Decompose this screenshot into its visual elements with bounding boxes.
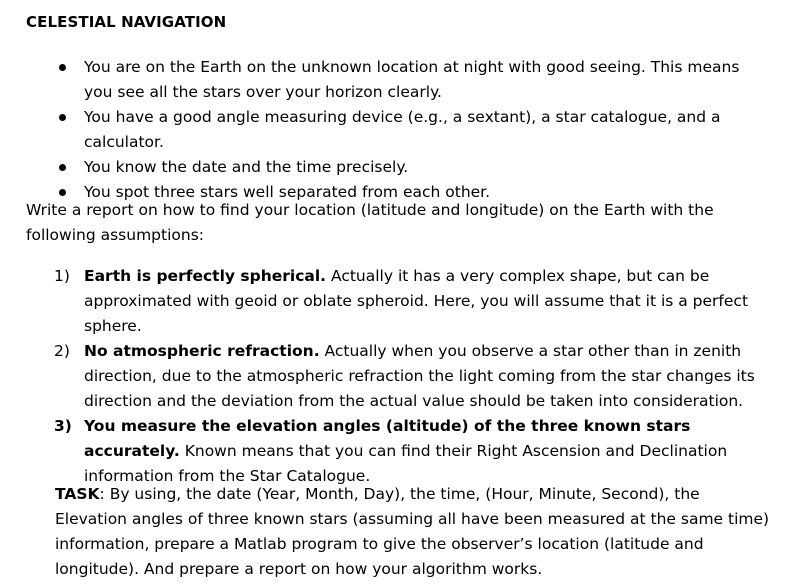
task-paragraph (55, 482, 775, 582)
assumption-number: 1) (54, 267, 70, 285)
bullet-text: You spot three stars well separated from each other. (84, 183, 491, 201)
document-title: CELESTIAL NAVIGATION (26, 13, 227, 31)
bullet-list (0, 55, 801, 205)
bullet-dot-icon (59, 64, 66, 71)
assumption-item (0, 264, 764, 339)
assumption-text: Actually when you observe a star other than in zenith direction, due to the atmospheric refraction the light coming from the star changes its direction and the deviation from the actual value should be taken into consideration. (84, 342, 755, 410)
assumption-list (0, 264, 801, 489)
assumption-lead: Earth is perfectly spherical. (84, 267, 327, 285)
bullet-dot-icon (59, 114, 66, 121)
bullet-text: You have a good angle measuring device (e.g., a sextant), a star catalogue, and a calculator. (84, 108, 721, 151)
assumption-item (0, 414, 764, 489)
assumption-item (0, 339, 764, 414)
bullet-text: You are on the Earth on the unknown location at night with good seeing. This means you see all the stars over your horizon clearly. (84, 58, 740, 101)
bullet-dot-icon (59, 164, 66, 171)
assumption-number: 2) (54, 342, 70, 360)
bullet-item (0, 105, 764, 155)
assumption-text: Actually it has a very complex shape, but can be approximated with geoid or oblate spheroid. Here, you will assume that it is a perfect sphere. (84, 267, 749, 335)
bullet-item (0, 55, 764, 105)
assumption-lead: You measure the elevation angles (altitude) of the three known stars accurately. (84, 417, 691, 460)
bullet-text: You know the date and the time precisely. (84, 158, 409, 176)
task-label: TASK (55, 485, 100, 503)
assumption-lead: No atmospheric refraction. (84, 342, 320, 360)
assumption-number: 3) (54, 417, 72, 435)
bullet-dot-icon (59, 189, 66, 196)
intro-paragraph: Write a report on how to find your location (latitude and longitude) on the Earth with the following assumptions: (26, 201, 714, 244)
bullet-item (0, 155, 764, 180)
task-text: : By using, the date (Year, Month, Day), the time, (Hour, Minute, Second), the Elevation angles of three known stars (assuming all have been measured at the same time) information, prepare a Matlab program to give the observer’s location (latitude and longitude). And prepare a report on how your algorithm works. (55, 485, 770, 578)
assumption-text: Known means that you can find their Right Ascension and Declination information from the Star Catalogue. (84, 442, 728, 485)
